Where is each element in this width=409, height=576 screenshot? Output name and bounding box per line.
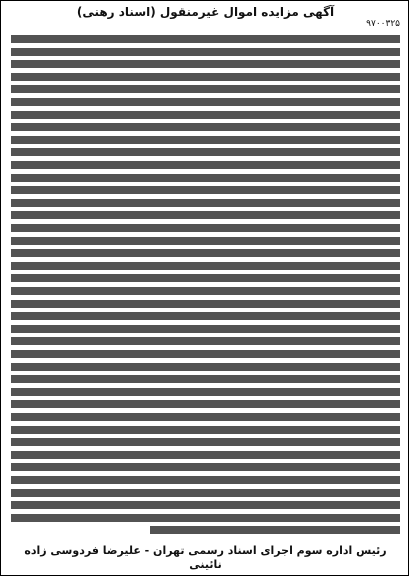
illegible-text-line: [11, 199, 400, 207]
illegible-text-line: [11, 60, 400, 68]
file-number: ۹۷۰۰۳۲۵: [366, 19, 400, 29]
notice-body: [11, 33, 400, 541]
illegible-text-line: [11, 73, 400, 81]
illegible-text-line: [11, 300, 400, 308]
illegible-text-line: [11, 463, 400, 471]
illegible-text-line: [11, 111, 400, 119]
illegible-text-line: [11, 438, 400, 446]
illegible-text-line: [11, 274, 400, 282]
illegible-text-line: [11, 174, 400, 182]
illegible-text-line: [11, 388, 400, 396]
illegible-text-line: [11, 249, 400, 257]
illegible-text-line: [11, 514, 400, 522]
illegible-text-line: [11, 211, 400, 219]
signature: رئیس اداره سوم اجرای اسناد رسمی تهران - علیرضا فردوسی زاده نائینی: [24, 544, 387, 571]
illegible-text-line: [11, 501, 400, 509]
illegible-text-line: [11, 337, 400, 345]
illegible-text-line: [11, 35, 400, 43]
illegible-text-line: [150, 526, 400, 534]
illegible-text-line: [11, 224, 400, 232]
illegible-text-line: [11, 136, 400, 144]
illegible-text-line: [11, 413, 400, 421]
illegible-text-line: [11, 262, 400, 270]
illegible-text-line: [11, 148, 400, 156]
illegible-text-line: [11, 287, 400, 295]
illegible-text-line: [11, 123, 400, 131]
illegible-text-line: [11, 350, 400, 358]
illegible-text-line: [11, 98, 400, 106]
illegible-text-line: [11, 325, 400, 333]
notice-title: آگهی مزایده اموال غیرمنقول (اسناد رهنی): [76, 5, 335, 19]
illegible-text-line: [11, 400, 400, 408]
illegible-text-line: [11, 363, 400, 371]
illegible-text-line: [11, 237, 400, 245]
illegible-text-line: [11, 451, 400, 459]
illegible-text-line: [11, 85, 400, 93]
illegible-text-line: [11, 48, 400, 56]
illegible-text-line: [11, 476, 400, 484]
illegible-text-line: [11, 161, 400, 169]
illegible-text-line: [11, 312, 400, 320]
illegible-text-line: [11, 489, 400, 497]
illegible-text-line: [11, 375, 400, 383]
illegible-text-line: [11, 426, 400, 434]
illegible-text-line: [11, 186, 400, 194]
